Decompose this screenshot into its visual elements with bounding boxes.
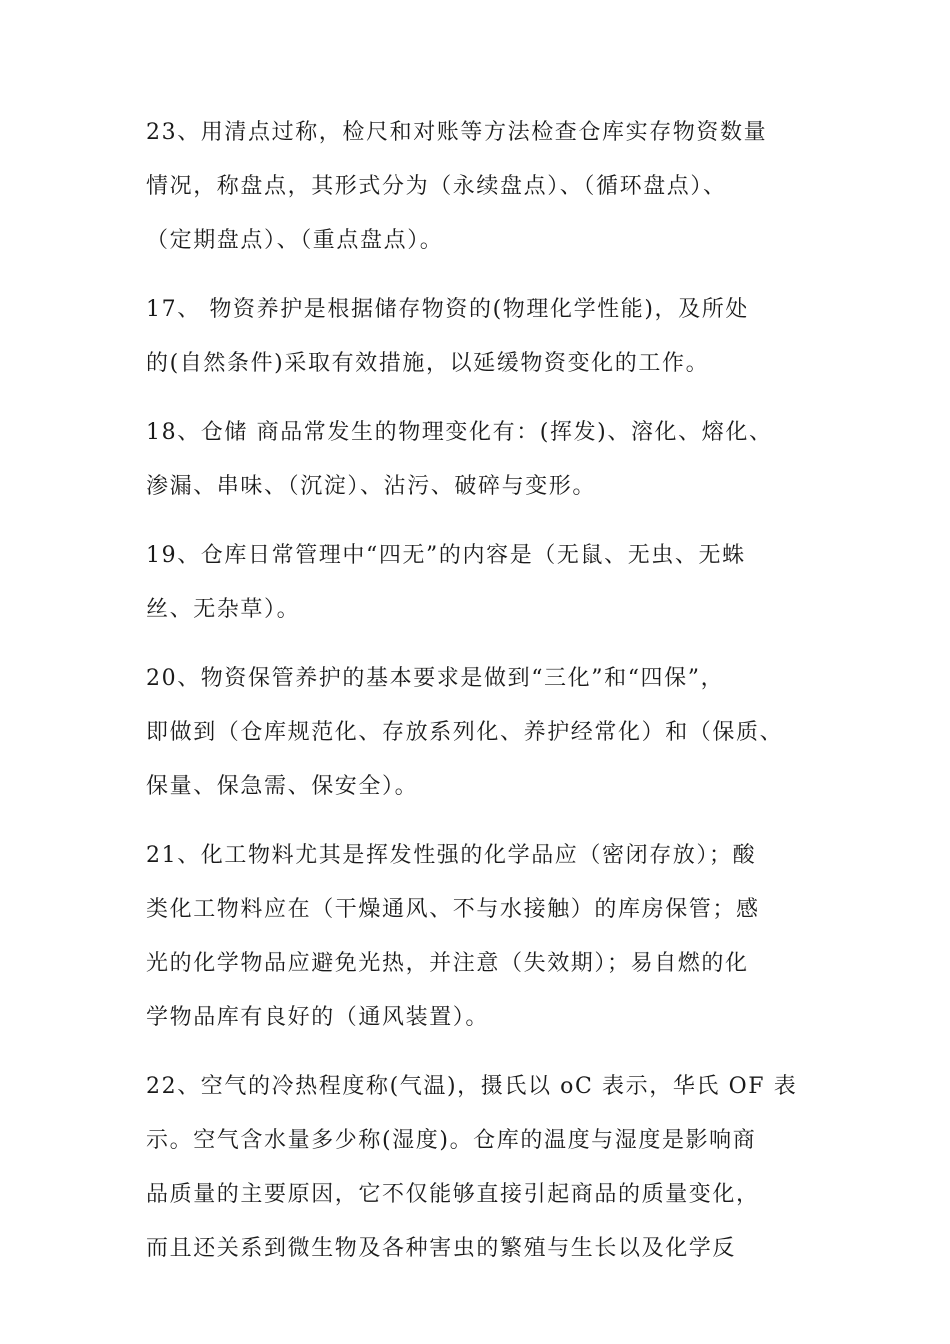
text-line: 丝、无杂草）。 (146, 597, 301, 622)
text-line: 20、物资保管养护的基本要求是做到“三化”和“四保”， (146, 666, 725, 691)
text-line: 22、空气的冷热程度称(气温)，摄氏以 oC 表示，华氏 OF 表 (146, 1074, 798, 1099)
text-line: 23、用清点过称，检尺和对账等方法检查仓库实存物资数量 (146, 120, 768, 145)
paragraph-item-21 (146, 829, 811, 1045)
text-line: 示。空气含水量多少称(湿度)。仓库的温度与湿度是影响商 (146, 1128, 757, 1153)
paragraph-item-19 (146, 529, 811, 637)
paragraph-item-17 (146, 283, 811, 391)
paragraph-item-22 (146, 1060, 811, 1276)
text-line: 类化工物料应在（干燥通风、不与水接触）的库房保管；感 (146, 897, 760, 922)
document-body (146, 106, 811, 1291)
text-line: 17、 物资养护是根据储存物资的(物理化学性能)，及所处 (146, 297, 749, 322)
text-line: 19、仓库日常管理中“四无”的内容是（无鼠、无虫、无蛛 (146, 543, 746, 568)
text-line: 光的化学物品应避免光热，并注意（失效期）；易自燃的化 (146, 951, 749, 976)
text-line: 品质量的主要原因，它不仅能够直接引起商品的质量变化， (146, 1182, 760, 1207)
paragraph-item-23 (146, 106, 811, 268)
text-line: 保量、保急需、保安全）。 (146, 774, 419, 799)
text-line: 即做到（仓库规范化、存放系列化、养护经常化）和（保质、 (146, 720, 784, 745)
text-line: 的(自然条件)采取有效措施，以延缓物资变化的工作。 (146, 351, 710, 376)
text-line: （定期盘点）、（重点盘点）。 (146, 228, 444, 253)
text-line: 情况，称盘点，其形式分为（永续盘点）、（循环盘点）、 (146, 174, 727, 199)
text-line: 而且还关系到微生物及各种害虫的繁殖与生长以及化学反 (146, 1236, 737, 1261)
text-line: 学物品库有良好的（通风装置）。 (146, 1005, 490, 1030)
text-line: 21、化工物料尤其是挥发性强的化学品应（密闭存放）；酸 (146, 843, 757, 868)
text-line: 18、仓储 商品常发生的物理变化有：(挥发)、溶化、熔化、 (146, 420, 773, 445)
paragraph-item-20 (146, 652, 811, 814)
text-line: 渗漏、串味、（沉淀）、沾污、破碎与变形。 (146, 474, 597, 499)
paragraph-item-18 (146, 406, 811, 514)
